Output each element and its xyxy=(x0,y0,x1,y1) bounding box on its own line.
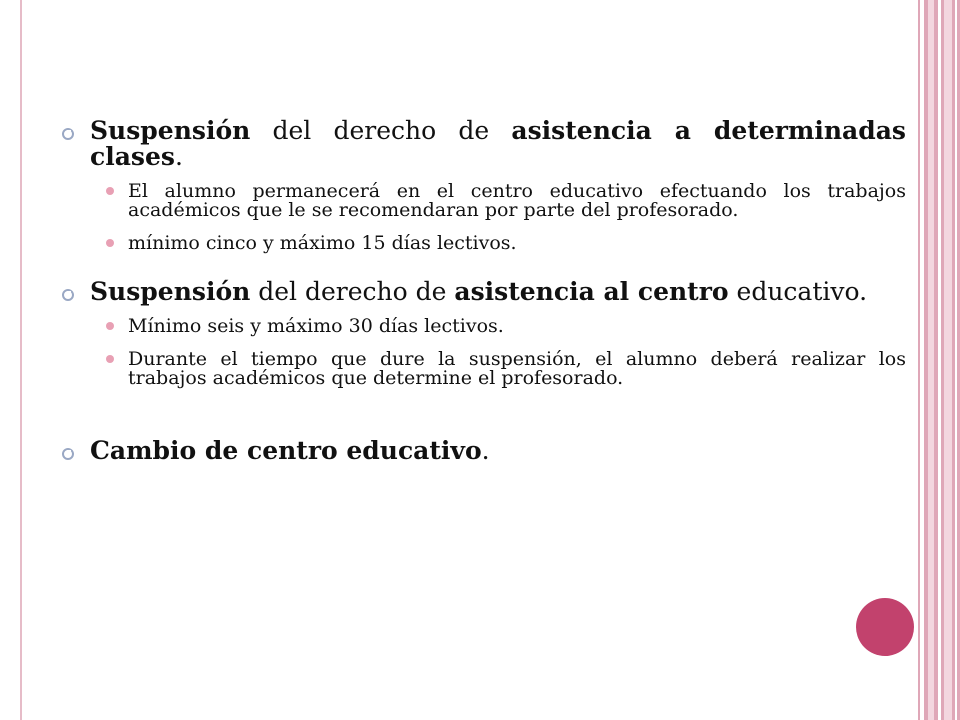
hollow-circle-bullet-icon xyxy=(62,128,74,140)
bullet-bold-term: Suspensión xyxy=(90,116,251,145)
bullet-item-1 xyxy=(60,118,906,253)
sub-bullet-text: mínimo cinco y máximo 15 días lectivos. xyxy=(128,232,517,254)
slide-right-border xyxy=(918,0,960,720)
bullet-text: . xyxy=(481,436,490,465)
bullet-bold-term: Cambio de centro educativo xyxy=(90,436,482,465)
sub-bullet-item xyxy=(90,350,906,388)
dot-bullet-icon xyxy=(106,187,114,195)
bullet-text: . xyxy=(174,142,183,171)
dot-bullet-icon xyxy=(106,322,114,330)
bullet-text: del derecho de xyxy=(250,116,512,145)
bullet-bold-term: asistencia al centro xyxy=(454,277,729,306)
sub-bullet-text: El alumno permanecerá en el centro educativo efectuando los trabajos académicos que le se recomendaran por parte del profesorado. xyxy=(128,180,906,221)
sub-bullet-text: Mínimo seis y máximo 30 días lectivos. xyxy=(128,315,504,337)
bullet-bold-term: asistencia a determinadas clases xyxy=(90,116,907,171)
bullet-text: del derecho de xyxy=(250,277,455,306)
sub-bullet-text: Durante el tiempo que dure la suspensión, el alumno deberá realizar los trabajos académicos que determine el profesorado. xyxy=(128,348,906,389)
bullet-item-2 xyxy=(60,279,906,388)
decorative-circle xyxy=(856,598,914,656)
sub-list xyxy=(90,182,906,253)
slide-content xyxy=(60,118,906,464)
dot-bullet-icon xyxy=(106,355,114,363)
sub-bullet-item xyxy=(90,317,906,336)
bullet-item-3 xyxy=(60,438,906,464)
hollow-circle-bullet-icon xyxy=(62,289,74,301)
hollow-circle-bullet-icon xyxy=(62,448,74,460)
slide-left-border xyxy=(0,0,22,720)
bullet-text: educativo. xyxy=(728,277,868,306)
dot-bullet-icon xyxy=(106,239,114,247)
sub-bullet-item xyxy=(90,234,906,253)
bullet-bold-term: Suspensión xyxy=(90,277,251,306)
sub-list xyxy=(90,317,906,388)
sub-bullet-item xyxy=(90,182,906,220)
